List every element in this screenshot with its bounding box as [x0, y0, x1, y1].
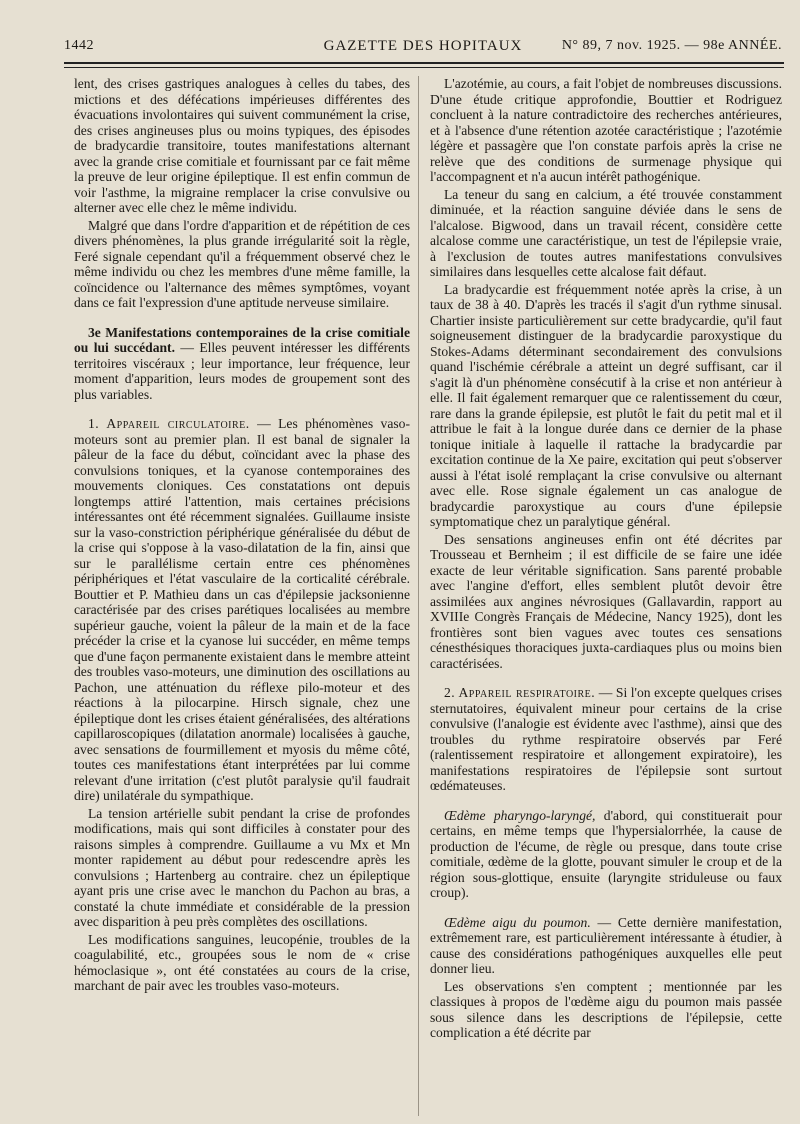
page-number: 1442 [64, 38, 94, 53]
subsection-paragraph [74, 416, 410, 804]
paragraph: Malgré que dans l'ordre d'apparition et de répétition de ces divers phénomènes, la plus grande irrégularité soit la règle, Feré signale cependant qu'il a fréquemment observé chez le même individu ou chez les membres d'une même famille, la coïncidence ou l'alternance des mêmes symptômes, voyant dans ce fait l'expression d'une aptitude nerveuse similaire. [74, 217, 410, 310]
journal-title: GAZETTE DES HOPITAUX [323, 38, 523, 54]
subsection-text: — Cette dernière manifestation, extrêmement rare, est particulièrement intéressante à étudier, à cause des considérations pathogéniques auxquelles elle peut donner lieu. [430, 914, 782, 976]
paragraph: Les observations s'en comptent ; mentionnée par les classiques à propos de l'œdème aigu du poumon mais passée sous silence dans les descriptions de l'épilepsie, cette complication a été décrite par [430, 978, 782, 1040]
subsection-heading: Œdème aigu du poumon. [444, 914, 591, 930]
subsection-paragraph [430, 685, 782, 794]
subsection-text: — Si l'on excepte quelques crises sternutatoires, équivalent mineur pour certains de la crise convulsive (l'analogie est évidente avec l'asthme), ainsi que des troubles du rythme respiratoire observés par Feré (ralentissement respiratoire et allongement expiratoire), les manifestations respiratoires de l'épilepsie sont surtout œdémateuses. [430, 685, 782, 793]
paragraph: lent, des crises gastriques analogues à celles du tabes, des mictions et des défécations impérieuses différentes des évacuations involontaires qui suivent communément la crise, des crises angineuses plus ou moins typiques, des épisodes de bradycardie transitoire, toutes manifestations alternant avec la grande crise comitiale et fournissant par ce fait même la preuve de leur origine épileptique. Il est enfin commun de voir l'asthme, la migraine remplacer la crise convulsive ou alterner avec elle chez le même individu. [74, 76, 410, 215]
header-rule-thick [64, 62, 784, 64]
section-text: — Elles peuvent intéresser les différents territoires viscéraux ; leur importance, leur fréquence, leur moment d'apparition, leurs modes de groupement sont des plus variables. [74, 340, 410, 402]
running-header [64, 34, 782, 58]
issue-info: N° 89, 7 nov. 1925. — 98e ANNÉE. [561, 38, 782, 53]
paragraph: Des sensations angineuses enfin ont été décrites par Trousseau et Bernheim ; il est difficile de se faire une idée exacte de leur véritable signification. Sans parenté probable avec l'angine d'effort, elles semblent plutôt devoir être assimilées aux angines névrosiques (Gallavardin, rapport au XVIIIe Congrès Français de Médecine, Nancy 1925), dont les frontières sont bien vagues avec toutes ces sensations cénesthésiques thoraciques juxta-cardiaques plus ou moins bien caractérisées. [430, 531, 782, 671]
paragraph: La teneur du sang en calcium, a été trouvée constamment diminuée, et la réaction sanguine déviée dans le sens de l'alcalose. Bigwood, dans un travail récent, considère cette alcalose comme une caractéristique, un test de l'épilepsie vraie, à l'exclusion de toutes autres manifestations convulsives similaires dans lesquelles cette alcalose fait défaut. [430, 186, 782, 279]
subsection-paragraph [430, 915, 782, 977]
subsection-text: — Les phénomènes vaso-moteurs sont au premier plan. Il est banal de signaler la pâleur de la face du début, coïncidant avec la phase des convulsions toniques, et la cyanose contemporaines des mouvements cloniques. Ces constatations ont depuis longtemps attiré l'attention, mais certaines précisions intéressantes ont été récemment signalées. Guillaume insiste sur la vaso-constriction périphérique généralisée du début de la crise qui s'oppose à la vaso-dilatation de la fin, ainsi que sur le parallélisme certain entre ces phénomènes périphériques et l'état vasculaire de la corticalité cérébrale. Bouttier et P. Mathieu dans un cas d'épilepsie jacksonienne caractérisée par des crises parétiques localisées au membre supérieur gauche, voient la pâleur de la main et de la face précéder la crise et la cyanose lui succéder, en même temps que d'une façon permanente existaient dans le membre atteint des troubles vaso-moteurs, une diminution des oscillations au Pachon, une atténuation du réflexe pilo-moteur et des réactions à la pilocarpine. Hirsch signale, chez une épileptique dont les crises étaient généralisées, des altérations capillaroscopiques (dilatation anormale) localisées à gauche, avec sensations de fourmillement et myosis du même côté, toutes ces manifestations étant interprétées par lui comme relevant d'une irritation (c'est plutôt paralysie qu'il faudrait dire) unilatérale du sympathique. [74, 416, 410, 803]
subsection-heading: Œdème pharyngo-laryngé, [444, 807, 596, 823]
section-heading: 3e Manifestations contemporaines de la crise comitiale ou lui succédant. [74, 324, 410, 355]
paragraph: Les modifications sanguines, leucopénie, troubles de la coagulabilité, etc., groupées sous le nom de « crise hémoclasique », ont été constatées au cours de la crise, marchant de pair avec les troubles vaso-moteurs. [74, 931, 410, 993]
right-column [430, 76, 782, 1116]
paragraph: La tension artérielle subit pendant la crise de profondes modifications, mais qui sont difficiles à constater pour des raisons simples à comprendre. Guillaume a vu Mx et Mn monter rapidement au début pour redescendre après les convulsions ; Hartenberg au contraire. chez un épileptique ayant pris une crise avec le manchon du Pachon au bras, a constaté la chute immédiate et considérable de la pression avec disparition à peu près complètes des oscillations. [74, 805, 410, 929]
paragraph: La bradycardie est fréquemment notée après la crise, à un taux de 38 à 40. D'après les tracés il s'agit d'un rythme sinusal. Chartier insiste particulièrement sur cette bradycardie, qu'il faut soigneusement distinguer de la bradycardie paroxystique du Stokes-Adams déterminant secondairement des convulsions quand l'ischémie cérébrale a atteint un degré suffisant, car il s'agit là d'un phénomène consécutif à la crise et non antérieur à elle. Il fait également remarquer que ce ralentissement du cœur, rare dans la grande épilepsie, est plutôt le fait du petit mal et il attribue le fait à la longue durée dans ce dernier de la phase tonique initiale à laquelle il rattache la bradycardie par excitation continue de la Xe paire, excitation qui peut s'observer aussi à l'état isolé remplaçant la crise convulsive ou alternant avec elle. Rose signale également un cas analogue de bradycardie paroxystique au cours d'une épilepsie symptomatique chez un paralytique général. [430, 281, 782, 529]
header-rule-thin [64, 67, 784, 68]
paragraph: L'azotémie, au cours, a fait l'objet de nombreuses discussions. D'une étude critique approfondie, Bouttier et Rodriguez concluent à la nature contradictoire des recherches antérieures, et à l'absence d'une rétention azotée caractéristique ; l'azotémie légère et passagère que l'on constate parfois après la crise ne relève que des conditions de surmenage physique qui l'accompagnent et n'a aucun intérêt pathogénique. [430, 76, 782, 184]
subsection-text: d'abord, qui constituerait pour certains, en même temps que l'hypersialorrhée, la cause de production de l'écume, de règle ou presque, dans toute crise comitiale, œdème de la glotte, pouvant simuler le croup et de la région sous-glottique, ensuite (laryngite striduleuse ou faux croup). [430, 807, 782, 900]
subsection-heading: 2. Appareil respiratoire. [444, 685, 596, 700]
left-column [74, 76, 410, 1116]
subsection-paragraph [430, 808, 782, 901]
column-divider [418, 76, 419, 1116]
subsection-heading: 1. Appareil circulatoire. [88, 416, 250, 431]
section-paragraph [74, 325, 410, 403]
